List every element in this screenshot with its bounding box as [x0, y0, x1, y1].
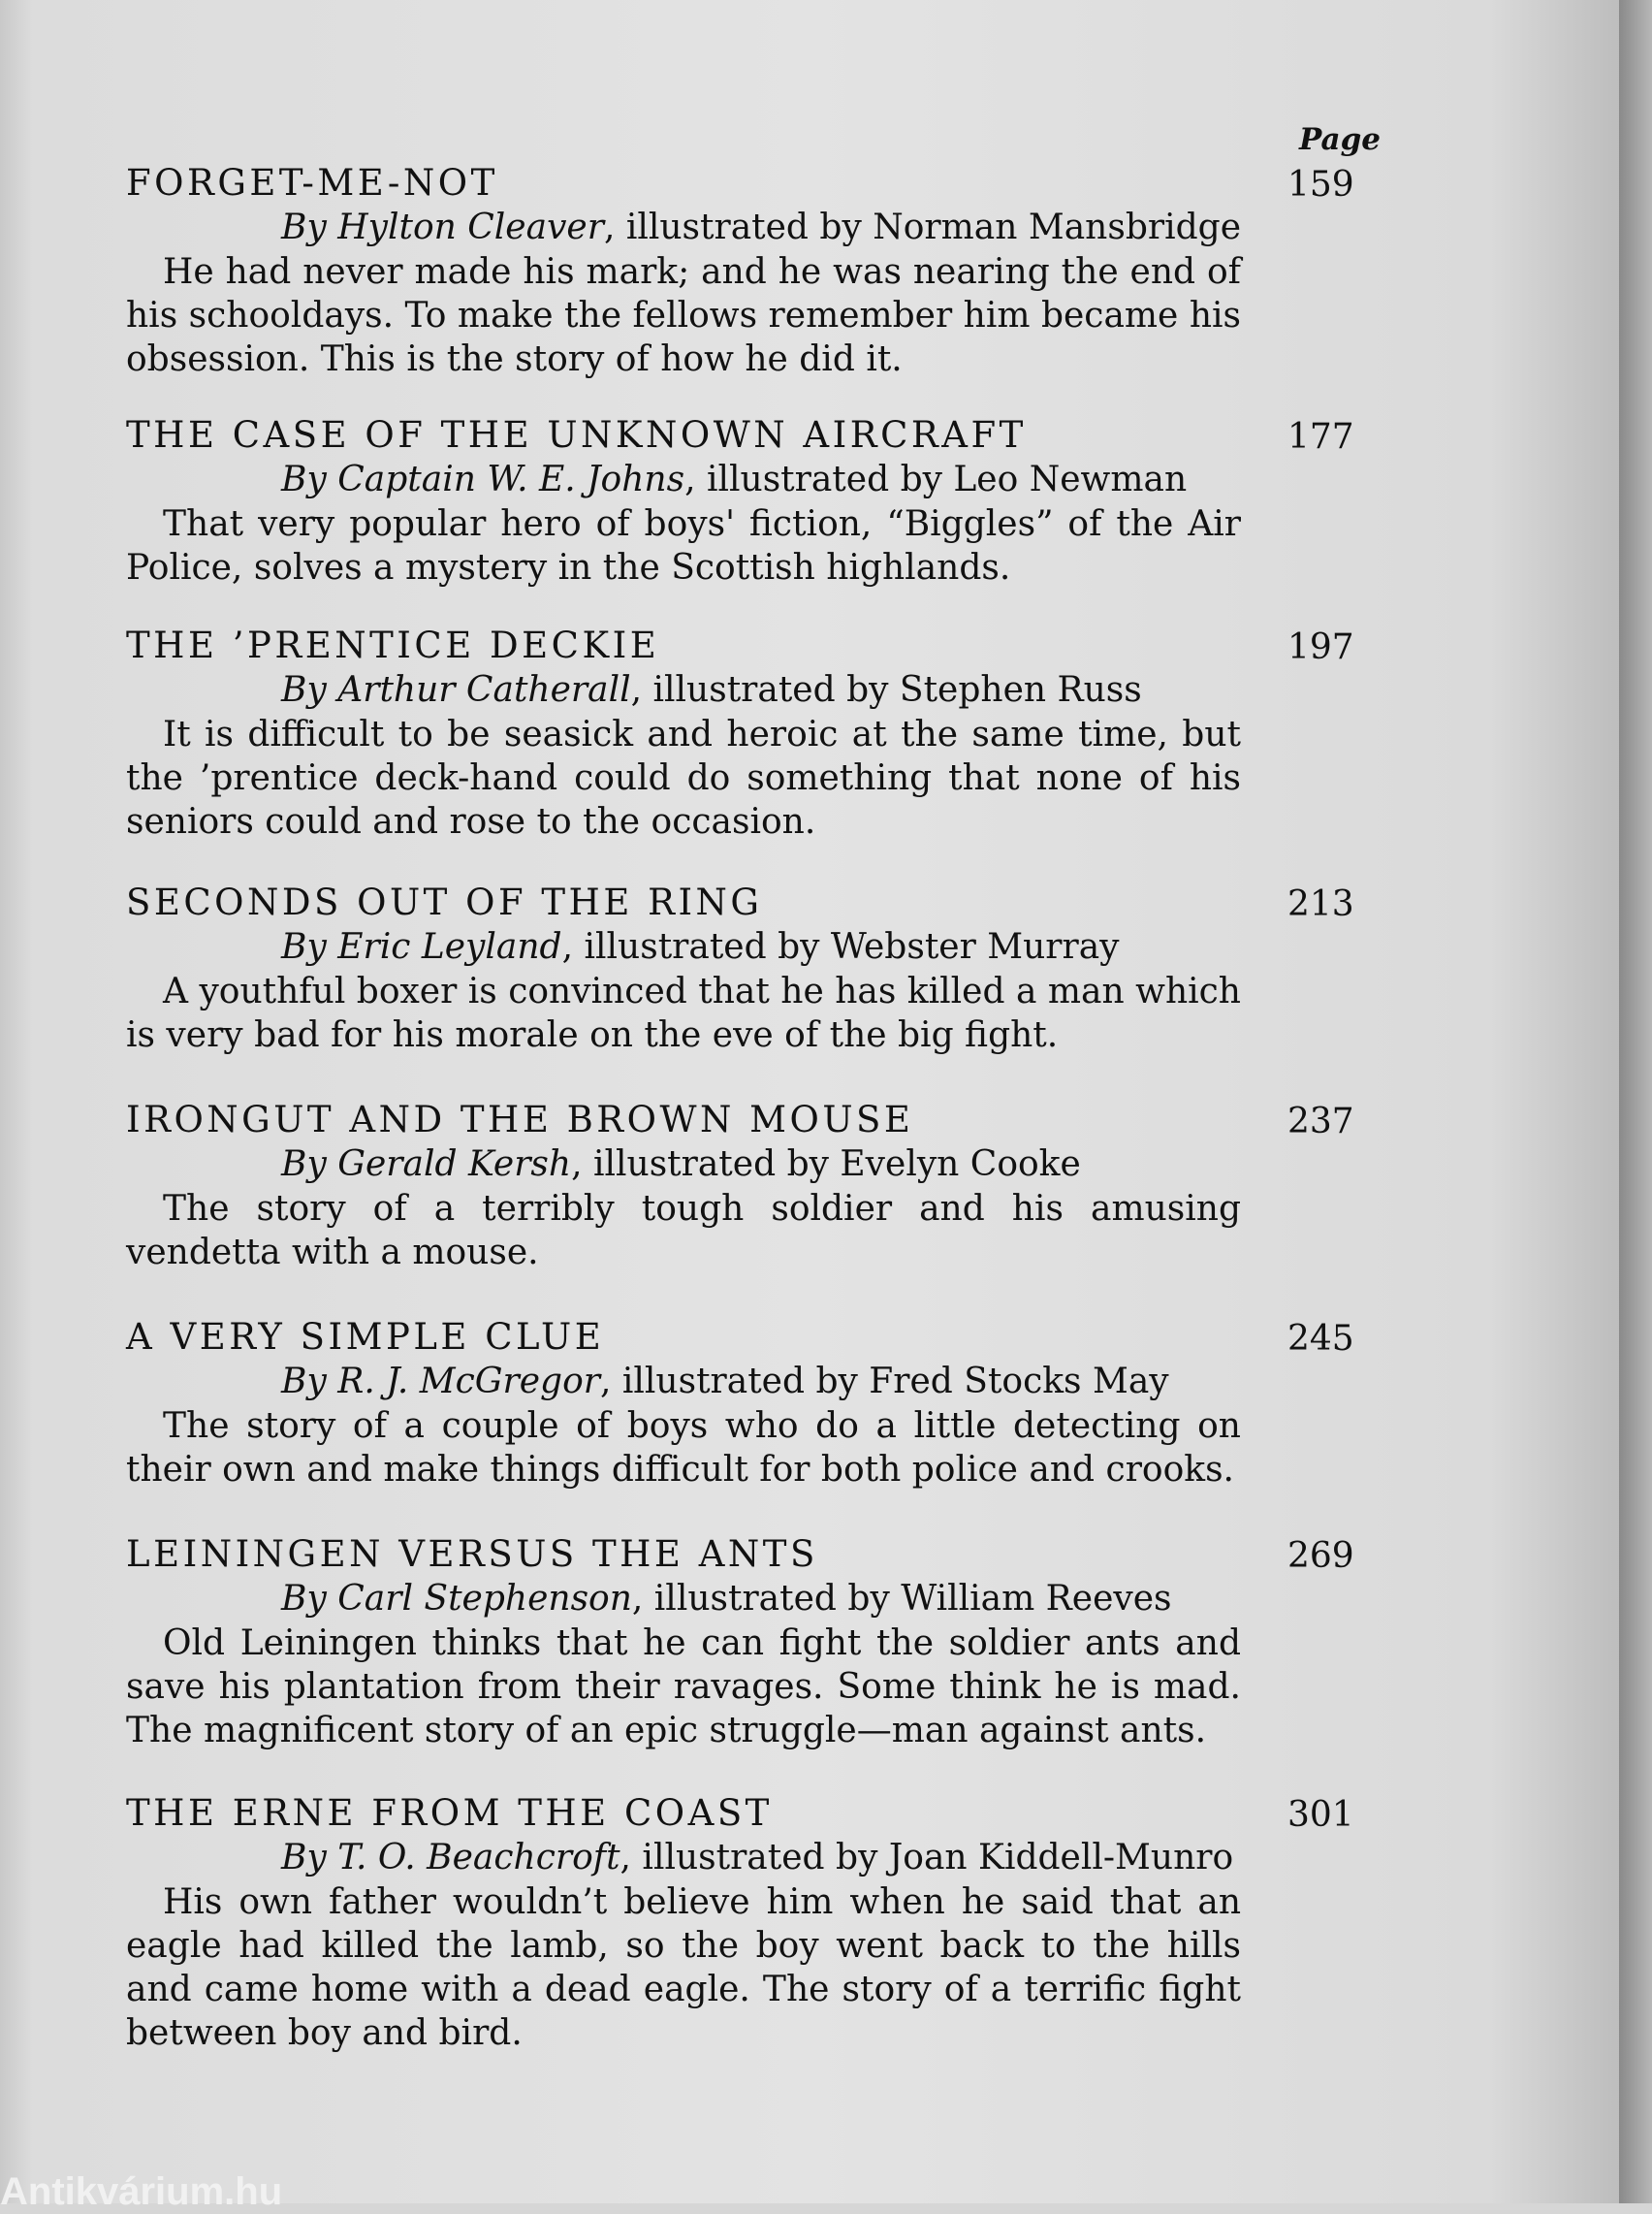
page-number: 213 [1287, 884, 1354, 924]
illustrator: , illustrated by William Reeves [631, 1579, 1172, 1619]
page-number: 177 [1287, 417, 1354, 457]
author: By T. O. Beachcroft [281, 1838, 620, 1877]
page-number: 301 [1287, 1795, 1354, 1835]
story-title: A VERY SIMPLE CLUE [126, 1316, 605, 1358]
author: By Carl Stephenson [281, 1579, 632, 1619]
author: By Captain W. E. Johns [281, 460, 685, 499]
page-number: 269 [1287, 1536, 1354, 1576]
story-title: THE ERNE FROM THE COAST [126, 1792, 773, 1834]
author: By Gerald Kersh [281, 1144, 572, 1184]
story-description: The story of a terribly tough soldier and his amusing vendetta with a mouse. [126, 1189, 1241, 1272]
story-description: Old Leiningen thinks that he can fight the soldier ants and save his plantation from their ravages. Some think he is mad. The magnificent story of an epic struggle—man against ants. [126, 1623, 1241, 1750]
story-description: His own father wouldn’t believe him when he said that an eagle had killed the lamb, so the boy went back to the hills and came home with a dead eagle. The story of a terrific fight between boy and bird. [126, 1882, 1241, 2053]
illustrator: , illustrated by Joan Kiddell-Munro [620, 1838, 1234, 1877]
contents-entry [126, 1532, 1354, 1752]
contents-entry [126, 1315, 1354, 1492]
byline [126, 458, 1251, 502]
byline [126, 1360, 1251, 1404]
byline [126, 1577, 1251, 1621]
author: By Hylton Cleaver [281, 208, 604, 247]
page-number: 197 [1287, 627, 1354, 667]
illustrator: , illustrated by Evelyn Cooke [571, 1144, 1081, 1184]
story-description: A youthful boxer is convinced that he has killed a man which is very bad for his morale on the eve of the big fight. [126, 972, 1241, 1055]
page-number: 237 [1287, 1102, 1354, 1141]
contents-entry [126, 161, 1354, 381]
byline [126, 668, 1251, 713]
byline [126, 1142, 1251, 1187]
page-edge [1619, 0, 1652, 2203]
byline [126, 206, 1251, 250]
illustrator: , illustrated by Fred Stocks May [599, 1362, 1169, 1401]
story-title: LEININGEN VERSUS THE ANTS [126, 1533, 818, 1575]
contents-entry [126, 1098, 1354, 1274]
story-description: He had never made his mark; and he was nearing the end of his schooldays. To make the fellows remember him became his obsession. This is the story of how he did it. [126, 252, 1241, 379]
page-number: 245 [1287, 1319, 1354, 1359]
byline [126, 1836, 1251, 1880]
contents-entry [126, 1791, 1354, 2055]
contents-entry [126, 881, 1354, 1057]
story-title: THE CASE OF THE UNKNOWN AIRCRAFT [126, 414, 1027, 456]
illustrator: , illustrated by Webster Murray [561, 927, 1120, 967]
story-title: SECONDS OUT OF THE RING [126, 882, 763, 923]
page-column-label: Page [1299, 122, 1381, 157]
contents-entry [126, 413, 1354, 590]
page-number: 159 [1287, 165, 1354, 205]
story-description: That very popular hero of boys' fiction, “Biggles” of the Air Police, solves a mystery in the Scottish highlands. [126, 504, 1241, 588]
byline [126, 925, 1251, 970]
author: By Arthur Catherall [281, 670, 631, 710]
illustrator: , illustrated by Stephen Russ [630, 670, 1142, 710]
illustrator: , illustrated by Leo Newman [684, 460, 1188, 499]
illustrator: , illustrated by Norman Mansbridge [603, 208, 1242, 247]
author: By R. J. McGregor [281, 1362, 600, 1401]
contents-entry [126, 624, 1354, 844]
story-title: THE ’PRENTICE DECKIE [126, 625, 660, 666]
story-description: It is difficult to be seasick and heroic at the same time, but the ’prentice deck-hand could do something that none of his seniors could and rose to the occasion. [126, 715, 1241, 842]
story-description: The story of a couple of boys who do a little detecting on their own and make things difficult for both police and crooks. [126, 1406, 1241, 1490]
watermark: Antikvárium.hu [0, 2170, 283, 2213]
story-title: FORGET-ME-NOT [126, 162, 498, 204]
story-title: IRONGUT AND THE BROWN MOUSE [126, 1099, 914, 1140]
author: By Eric Leyland [281, 927, 562, 967]
